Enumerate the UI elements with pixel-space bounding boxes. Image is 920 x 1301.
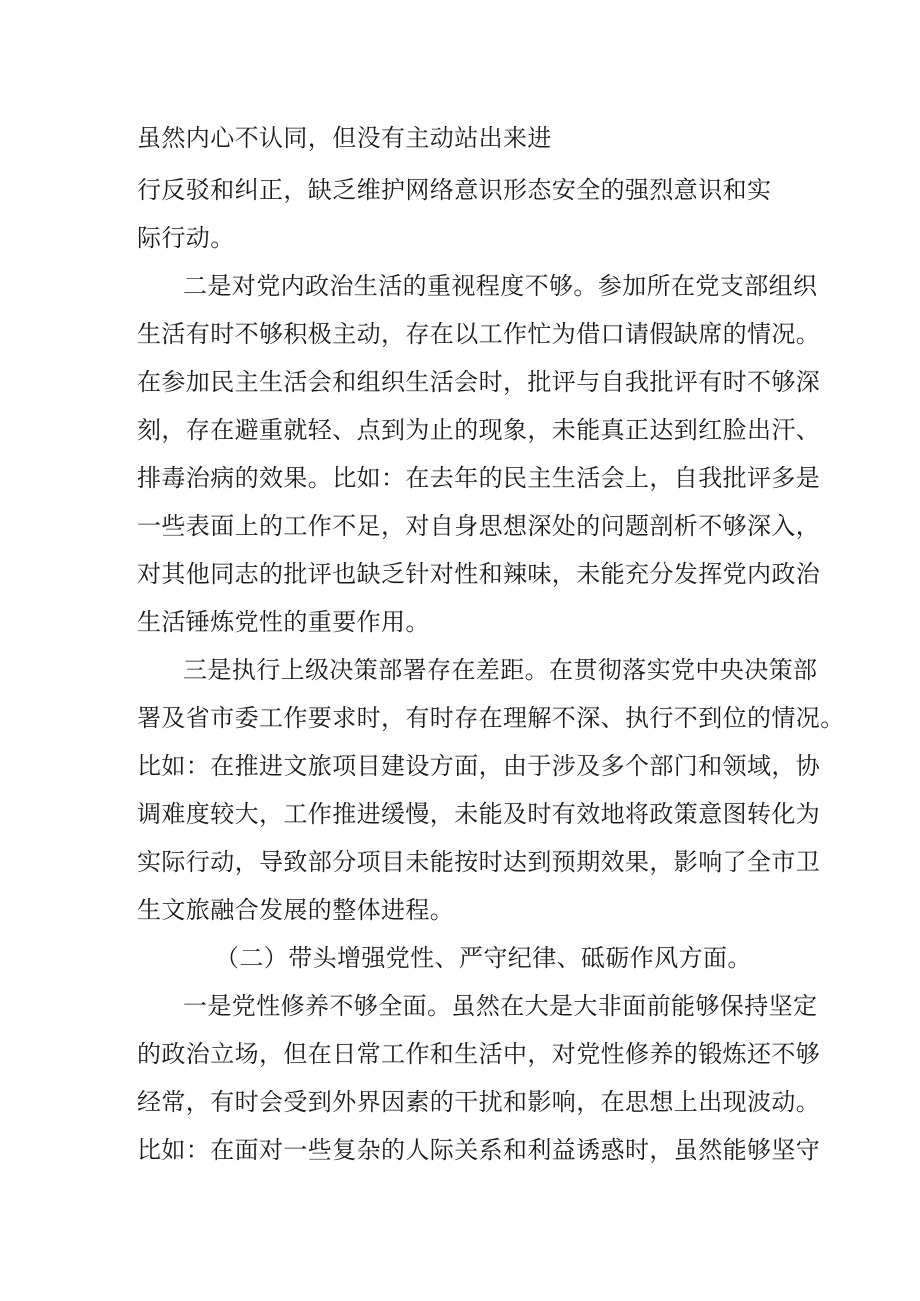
text-line: 生活锤炼党性的重要作用。 [137, 608, 430, 636]
text-line: 署及省市委工作要求时，有时存在理解不深、执行不到位的情况。 [137, 704, 845, 732]
text-line: 生活有时不够积极主动，存在以工作忙为借口请假缺席的情况。 [137, 320, 821, 348]
text-line: 虽然内心不认同，但没有主动站出来进 [137, 124, 552, 152]
paragraph-start-line: 一是党性修养不够全面。虽然在大是大非面前能够保持坚定 [183, 992, 818, 1020]
text-line: 刻，存在避重就轻、点到为止的现象，未能真正达到红脸出汗、 [137, 416, 821, 444]
text-line: 的政治立场，但在日常工作和生活中，对党性修养的锻炼还不够 [137, 1040, 821, 1068]
text-line: 际行动。 [137, 224, 235, 252]
text-line: 比如：在推进文旅项目建设方面，由于涉及多个部门和领域，协 [137, 752, 821, 780]
paragraph-start-line: 二是对党内政治生活的重视程度不够。参加所在党支部组织 [183, 272, 818, 300]
text-line: 生文旅融合发展的整体进程。 [137, 896, 455, 924]
text-line: 调难度较大，工作推进缓慢，未能及时有效地将政策意图转化为 [137, 800, 821, 828]
text-line: 经常，有时会受到外界因素的干扰和影响，在思想上出现波动。 [137, 1088, 821, 1116]
text-line: 对其他同志的批评也缺乏针对性和辣味，未能充分发挥党内政治 [137, 560, 821, 588]
text-line: 比如：在面对一些复杂的人际关系和利益诱惑时，虽然能够坚守 [137, 1136, 821, 1164]
text-line: 实际行动，导致部分项目未能按时达到预期效果，影响了全市卫 [137, 848, 821, 876]
text-line: 行反驳和纠正，缺乏维护网络意识形态安全的强烈意识和实 [137, 176, 772, 204]
text-line: 一些表面上的工作不足，对自身思想深处的问题剖析不够深入， [137, 512, 821, 540]
paragraph-start-line: 三是执行上级决策部署存在差距。在贯彻落实党中央决策部 [183, 656, 818, 684]
section-heading: （二）带头增强党性、严守纪律、砥砺作风方面。 [215, 944, 752, 972]
text-line: 在参加民主生活会和组织生活会时，批评与自我批评有时不够深 [137, 368, 821, 396]
text-line: 排毒治病的效果。比如：在去年的民主生活会上，自我批评多是 [137, 464, 821, 492]
